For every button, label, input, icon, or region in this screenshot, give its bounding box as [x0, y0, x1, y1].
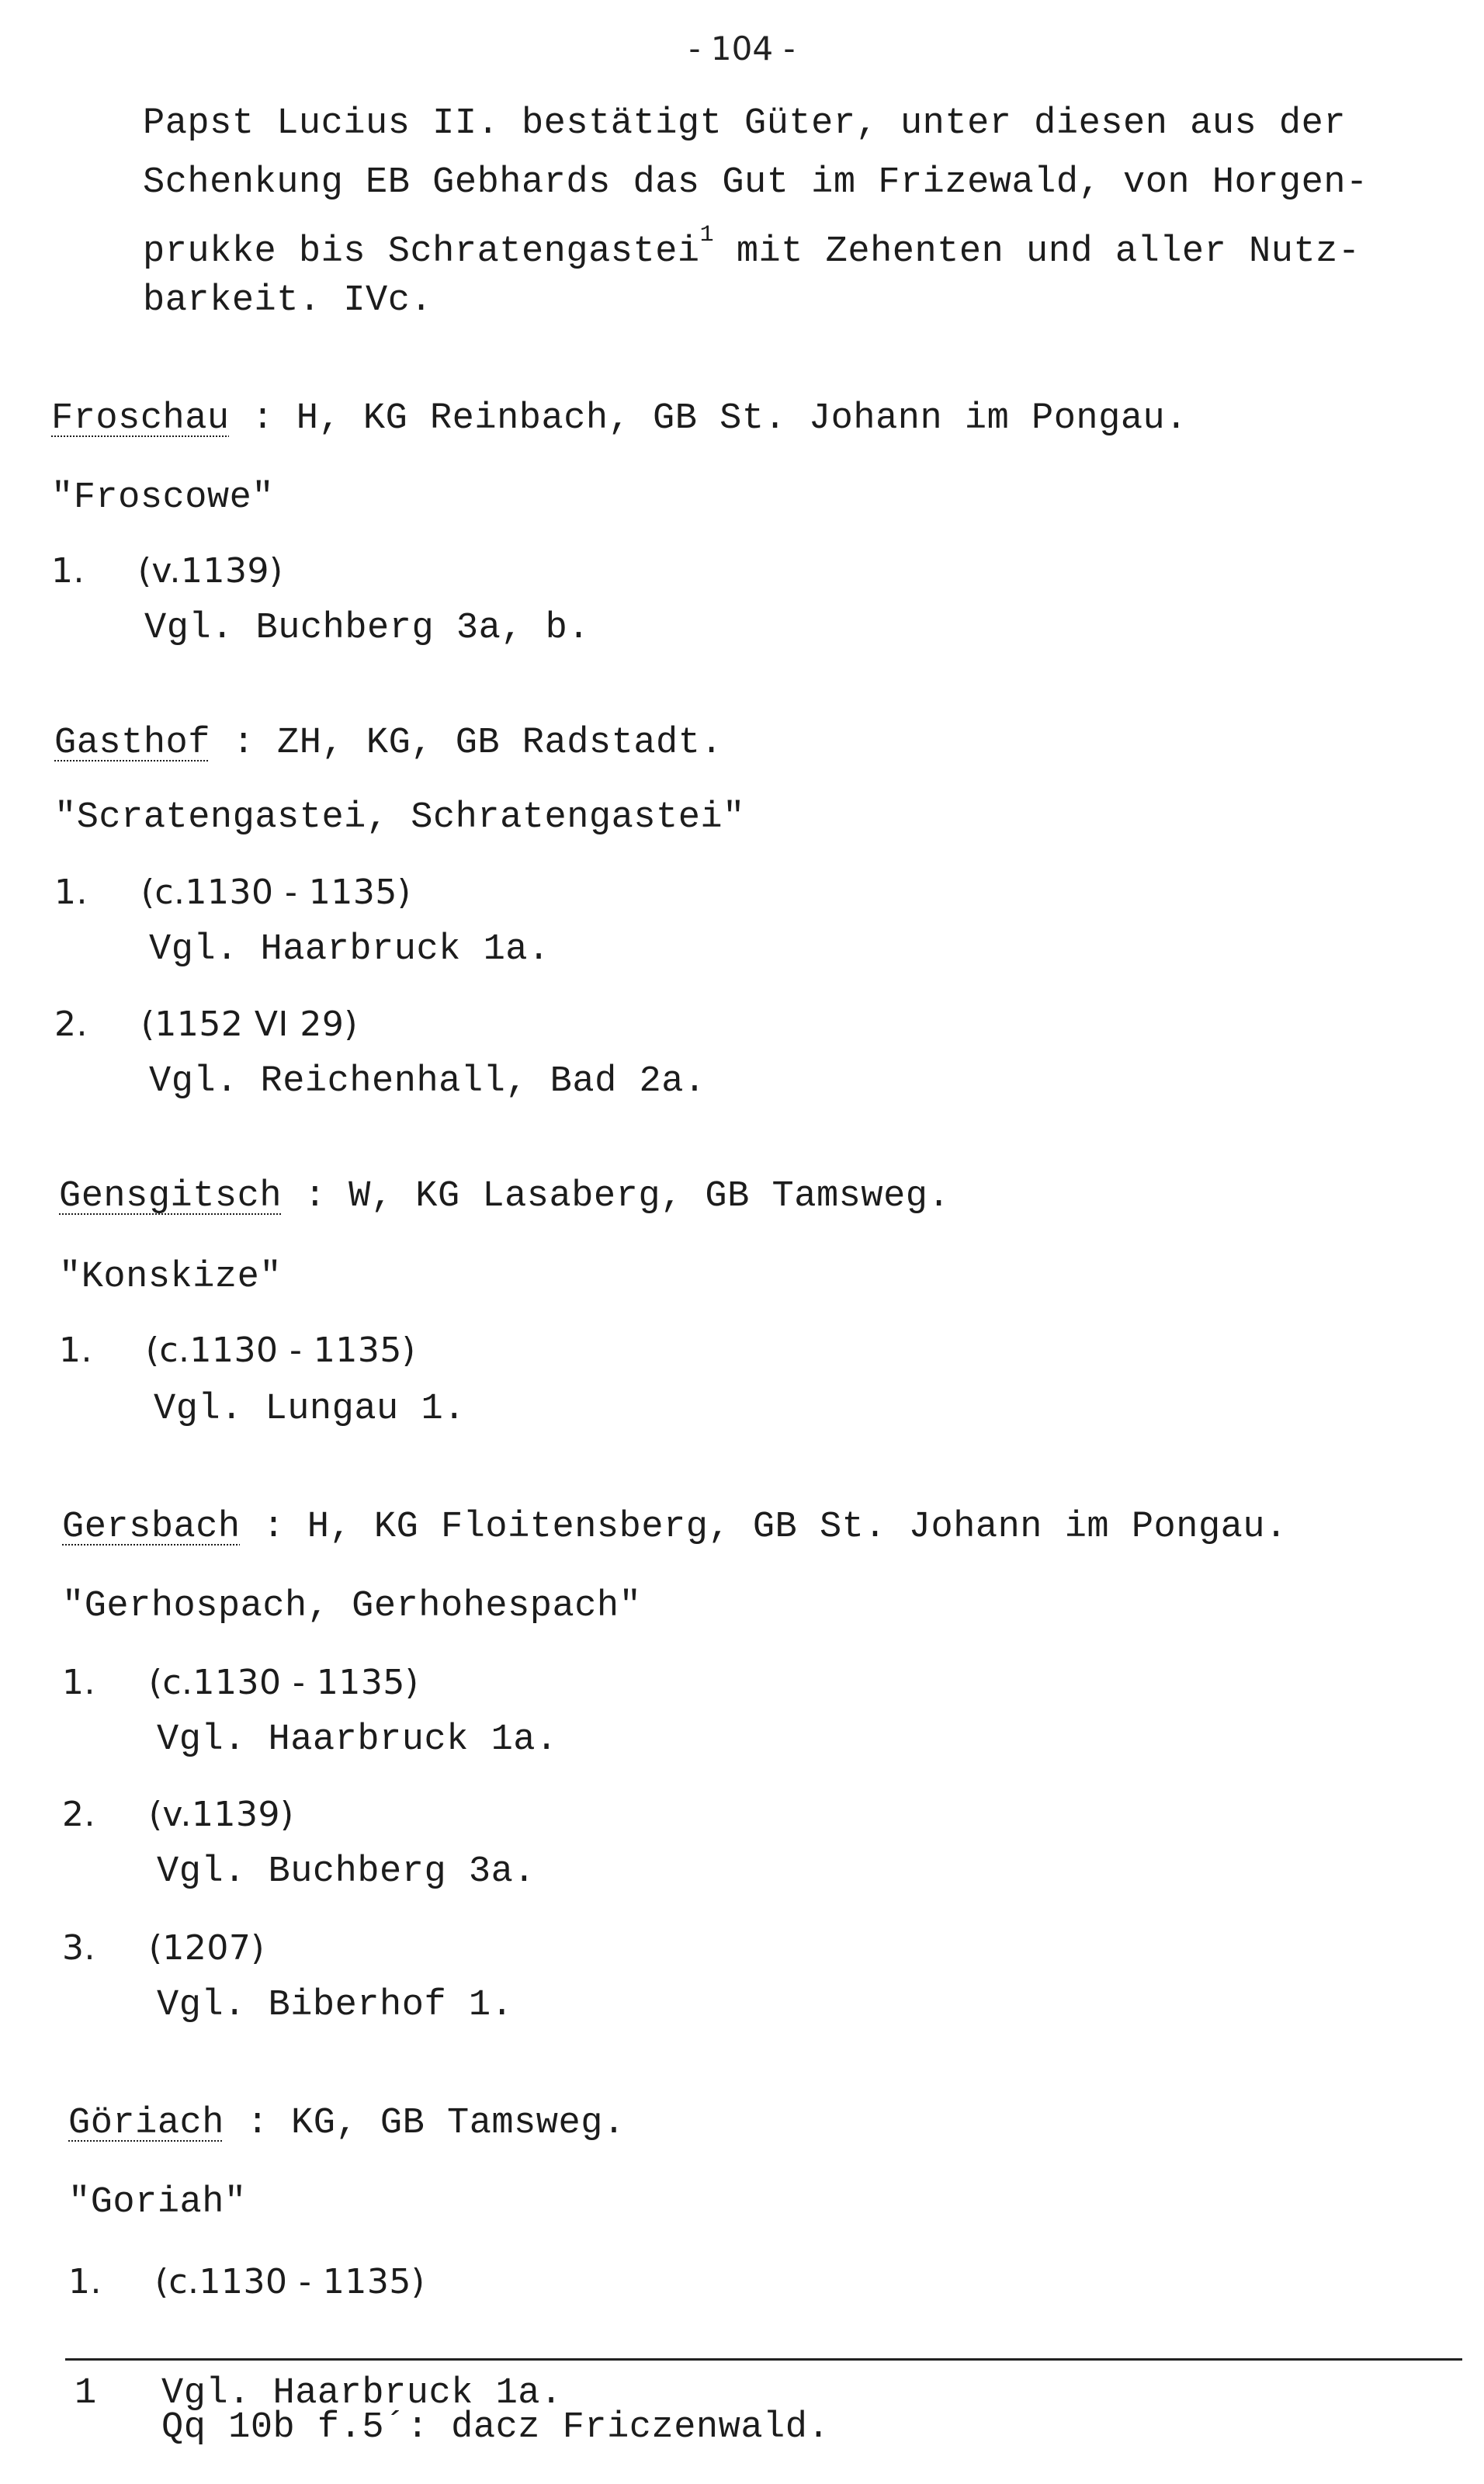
entry-item: [51, 551, 283, 592]
entry-heading: [54, 725, 723, 762]
intro-line-3b: mit Zehenten und aller Nutz-: [714, 231, 1361, 272]
entry-item: [54, 1004, 359, 1045]
item-reference: Vgl. Haarbruck 1a.: [157, 1719, 558, 1761]
intro-line-3: [143, 224, 1361, 270]
footnote-mark: 1: [75, 2373, 97, 2414]
entry-item: [54, 873, 411, 913]
entry-heading: [68, 2105, 626, 2142]
item-number: 2.: [62, 1795, 95, 1834]
entry-heading: [59, 1178, 950, 1215]
item-date: (c.1130 - 1135): [154, 2262, 425, 2302]
item-number: 1.: [62, 1663, 95, 1702]
footnote-separator: [65, 2358, 1462, 2361]
entry-name-form: "Scratengastei, Schratengastei": [54, 797, 745, 838]
item-reference: Vgl. Buchberg 3a.: [157, 1851, 536, 1892]
entry-headword: Gersbach: [62, 1507, 241, 1548]
entry-item: [62, 1928, 265, 1969]
item-number: 1.: [59, 1330, 92, 1370]
entry-headword: Froschau: [51, 398, 230, 439]
entry-description: : H, KG Reinbach, GB St. Johann im Pongau.: [229, 398, 1188, 439]
item-reference: Vgl. Lungau 1.: [154, 1389, 466, 1430]
entry-item: [62, 1663, 419, 1703]
entry-item: [62, 1795, 294, 1835]
item-number: 1.: [54, 873, 88, 912]
item-number: 1.: [51, 551, 85, 591]
intro-line-4: barkeit. IVc.: [143, 280, 433, 321]
intro-line-2: Schenkung EB Gebhards das Gut im Frizewald, von Horgen-: [143, 162, 1368, 203]
intro-line-3a: prukke bis Schratengastei: [143, 231, 700, 272]
item-date: (v.1139): [137, 551, 283, 591]
item-date: (c.1130 - 1135): [145, 1330, 416, 1370]
entry-description: : KG, GB Tamsweg.: [224, 2103, 626, 2144]
item-number: 3.: [62, 1928, 95, 1968]
item-date: (c.1130 - 1135): [140, 873, 411, 912]
entry-item: [59, 1330, 416, 1371]
footnote-line-2: Qq 10b f.5´: dacz Friczenwald.: [161, 2407, 830, 2448]
item-date: (1207): [148, 1928, 265, 1968]
page-number: - 104 -: [688, 29, 796, 68]
intro-line-1: Papst Lucius II. bestätigt Güter, unter diesen aus der: [143, 103, 1347, 144]
entry-heading: [62, 1509, 1288, 1546]
item-reference: Vgl. Haarbruck 1a.: [149, 929, 550, 970]
footnote-reference: 1: [699, 222, 715, 248]
entry-heading: [51, 398, 1188, 439]
entry-name-form: "Froscowe": [51, 477, 275, 519]
item-number: 2.: [54, 1004, 88, 1044]
entry-headword: Gasthof: [54, 723, 210, 764]
entry-description: : ZH, KG, GB Radstadt.: [210, 723, 723, 764]
entry-headword: Göriach: [68, 2103, 224, 2144]
entry-headword: Gensgitsch: [59, 1176, 283, 1217]
item-reference: Vgl. Reichenhall, Bad 2a.: [149, 1061, 706, 1102]
item-date: (c.1130 - 1135): [148, 1663, 419, 1702]
entry-description: : W, KG Lasaberg, GB Tamsweg.: [282, 1176, 951, 1217]
entry-name-form: "Goriah": [68, 2182, 247, 2223]
entry-name-form: "Gerhospach, Gerhohespach": [62, 1586, 642, 1627]
entry-item: [68, 2262, 425, 2302]
item-number: 1.: [68, 2262, 102, 2302]
item-reference: Vgl. Buchberg 3a, b.: [144, 608, 591, 649]
item-reference: Vgl. Biberhof 1.: [157, 1985, 514, 2026]
entry-description: : H, KG Floitensberg, GB St. Johann im Pongau.: [240, 1507, 1288, 1548]
entry-name-form: "Konskize": [59, 1257, 283, 1298]
item-date: (1152 VI 29): [140, 1004, 359, 1044]
footnote-line-1: Vgl. Haarbruck 1a.: [161, 2373, 563, 2414]
item-date: (v.1139): [148, 1795, 294, 1834]
